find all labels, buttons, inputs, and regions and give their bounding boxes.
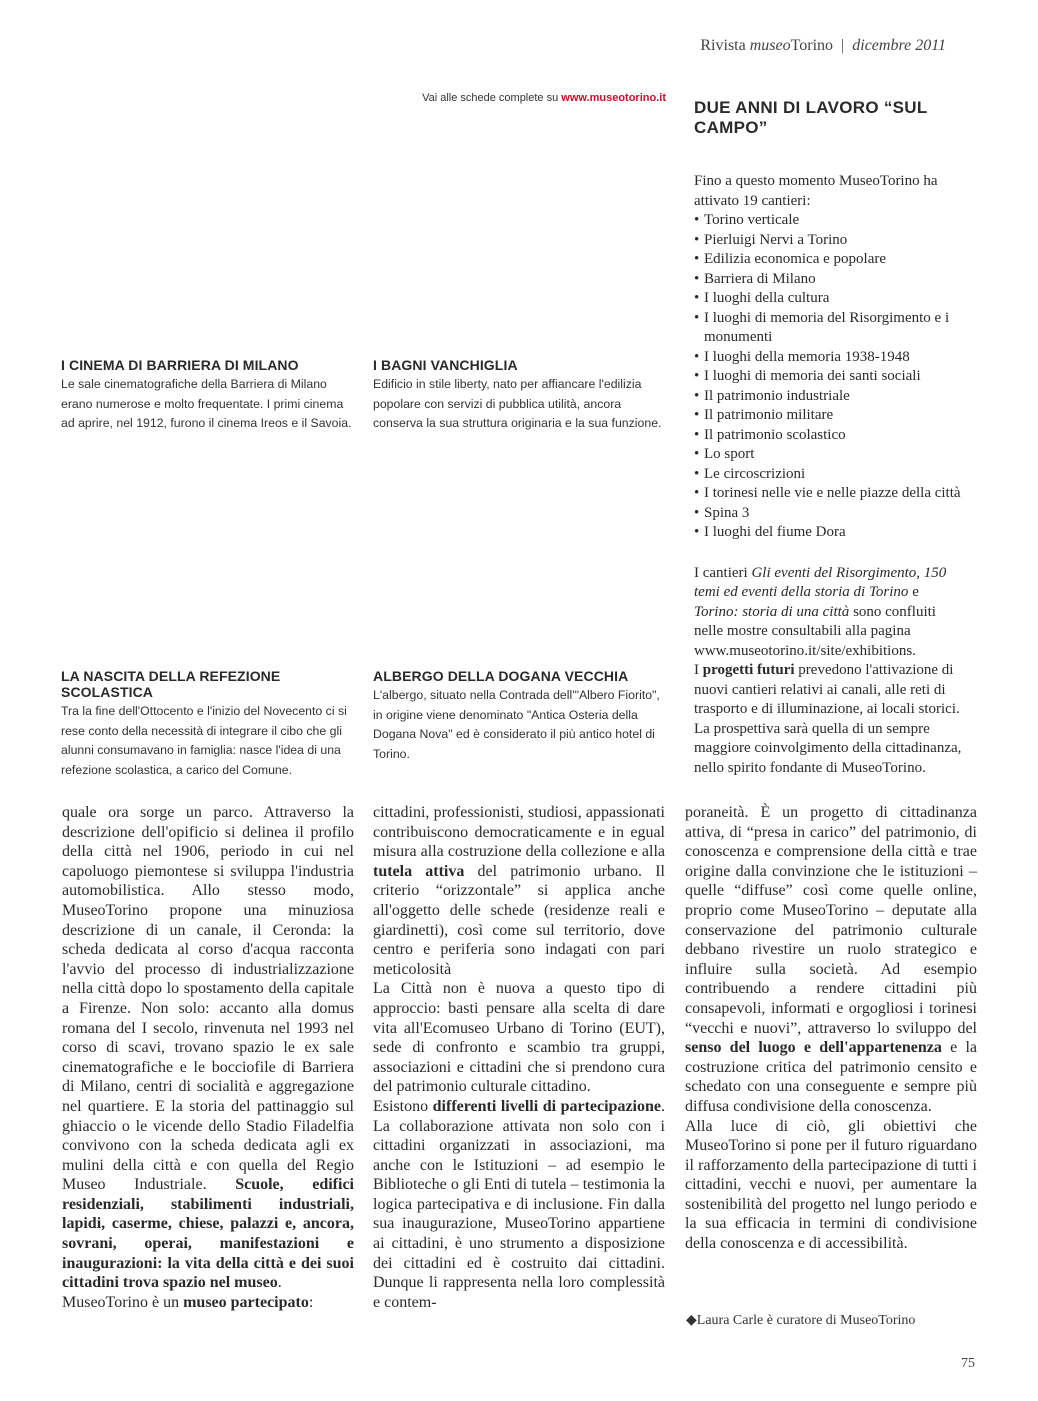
caption-title: ALBERGO DELLA DOGANA VECCHIA [373, 668, 629, 684]
list-item: • Il patrimonio militare [694, 406, 964, 426]
body-column-3 [685, 803, 977, 1254]
list-item: • Edilizia economica e popolare [694, 250, 964, 270]
list-item: • Lo sport [694, 445, 964, 465]
caption-title: LA NASCITA DELLA REFEZIONE SCOLASTICA [61, 668, 281, 700]
paragraph [373, 1097, 665, 1313]
caption-refezione [61, 668, 353, 781]
body-bold: Scuole, edifici residenziali, stabilimenti industriali, lapidi, caserme, chiese, palazzi e, ancora, sovrani, operai, manifestazioni e inaugurazioni: la vita della città e dei suoi cittadini trova spazio nel museo [62, 1176, 354, 1292]
brand-italic: museo [749, 37, 791, 54]
caption-bagni [373, 357, 665, 434]
museotorino-link[interactable]: www.museotorino.it [561, 92, 666, 104]
list-item: • I luoghi della memoria 1938-1948 [694, 348, 964, 368]
outro-text: e [908, 584, 919, 600]
sidebar-title: DUE ANNI DI LAVORO “SUL CAMPO” [694, 98, 928, 137]
paragraph [373, 803, 665, 979]
author-note: ◆Laura Carle è curatore di MuseoTorino [686, 1313, 916, 1328]
caption-title: I BAGNI VANCHIGLIA [373, 357, 518, 373]
caption-text: Le sale cinematografiche della Barriera di Milano erano numerose e molto frequentate. I primi cinema ad aprire, nel 1912, furono il cinema Ireos e il Savoia. [61, 377, 352, 431]
list-item: • Il patrimonio industriale [694, 387, 964, 407]
future-bold: progetti futuri [702, 662, 795, 678]
list-item: • Barriera di Milano [694, 270, 964, 290]
list-item: • Spina 3 [694, 504, 964, 524]
cantieri-list [694, 211, 964, 543]
list-item: • Pierluigi Nervi a Torino [694, 231, 964, 251]
paragraph [62, 803, 354, 1293]
paragraph: La Città non è nuova a questo tipo di approccio: basti pensare alla scelta di dare vita all'Ecomuseo Urbano di Torino (EUT), sede di confronto e scambio tra gruppi, associazioni e cittadini che si prendono cura del patrimonio culturale cittadino. [373, 980, 665, 1096]
paragraph: Alla luce di ciò, gli obiettivi che MuseoTorino si pone per il futuro riguardano il rafforzamento della partecipazione di tutti i cittadini, vecchi e nuovi, per aumentare la sostenibilità del progetto nel lungo periodo e la sua efficacia in termini di condivisione della conoscenza e di accessibilità. [685, 1117, 977, 1253]
body-text: . [277, 1274, 282, 1292]
link-prefix: Vai alle schede complete su [422, 92, 559, 104]
list-item: • I torinesi nelle vie e nelle piazze della città [694, 484, 964, 504]
caption-dogana [373, 668, 665, 765]
list-item: • I luoghi del fiume Dora [694, 523, 964, 543]
running-header [700, 37, 946, 55]
brand-rest: Torino [790, 37, 834, 54]
sidebar-box [694, 98, 964, 778]
body-text: MuseoTorino è un [62, 1293, 184, 1311]
page-number: 75 [961, 1356, 975, 1371]
body-column-2 [373, 803, 665, 1312]
future-text: prevedono l'attivazione di nuovi cantieri relativi ai canali, alle reti di trasporto e di illuminazione, ai locali storici. La prospettiva sarà quella di un sempre maggiore coinvolgimento della cittadinanza, nello spirito fondante di MuseoTorino. [694, 662, 962, 776]
list-item: • I luoghi della cultura [694, 289, 964, 309]
list-item: • I luoghi di memoria del Risorgimento e i monumenti [694, 309, 964, 348]
list-item: • Torino verticale [694, 211, 964, 231]
body-column-1 [62, 803, 354, 1312]
body-bold: senso del luogo e dell'appartenenza [685, 1039, 942, 1057]
body-text: poraneità. È un progetto di cittadinanza attiva, di “presa in carico” del patrimonio, di conoscenza e comprensione della città e trae origine dalla convinzione che le istituzioni – quelle “diffuse” così come quelle online, proprio come MuseoTorino – deputate alla conservazione del patrimonio culturale debbano rivestire un ruolo strategico e influire sulla società. Ad esempio contribuendo a rendere cittadini più consapevoli, informati e orgogliosi i torinesi “vecchi e nuovi”, attraverso lo sviluppo del [685, 804, 977, 1037]
future-text: I [694, 662, 703, 678]
sidebar-outro [694, 564, 964, 662]
body-bold: differenti livelli di partecipazione [432, 1097, 661, 1115]
magazine-label: Rivista [700, 37, 746, 54]
sidebar-intro: Fino a questo momento MuseoTorino ha attivato 19 cantieri: [694, 173, 938, 209]
body-text: quale ora sorge un parco. Attraverso la descrizione dell'opificio si delinea il profilo della città nel 1906, periodo in cui nel capoluogo piemontese si sviluppa l'industria automobilistica. Allo stesso modo, MuseoTorino propone una minuziosa descrizione di un canale, il Ceronda: la scheda dedicata al corso d'acqua racconta l'avvio del processo di industrializzazione nella città dopo lo spostamento della capitale a Firenze. Non solo: accanto alla domus romana del I secolo, rinvenuta nel 1993 nel corso di scavi, trovano spazio le ex sale cinematografiche e le bocciofile di Barriera di Milano, centri di socialità e aggregazione nel quartiere. E la storia del pattinaggio sul ghiaccio o le vicende dello Stadio Filadelfia convivono con la scheda dedicata agli ex mulini della città e con quella del Regio Museo Industriale. [62, 804, 354, 1194]
outro-text: I cantieri [694, 564, 752, 581]
body-text: Esistono [373, 1097, 433, 1115]
body-bold: tutela attiva [373, 862, 465, 880]
sidebar-future [694, 661, 964, 778]
outro-text: sono confluiti nelle mostre consultabili alla pagina www.museotorino.it/site/exhibitions. [694, 603, 936, 659]
body-text: del patrimonio urbano. Il criterio “orizzontale” si applica anche all'oggetto delle schede (residenze reali e giardinetti), così come sul territorio, dove centro e periferia sono indagati con pari meticolosità [373, 862, 665, 978]
caption-text: Tra la fine dell'Ottocento e l'inizio del Novecento ci si rese conto della necessità di integrare il cibo che gli alunni consumavano in famiglia: nasce l'idea di una refezione scolastica, a carico del Comune. [61, 704, 347, 778]
issue-date: dicembre 2011 [852, 37, 946, 54]
body-text: : [308, 1293, 314, 1311]
body-bold: museo partecipato [183, 1293, 309, 1311]
outro-italic: Torino: storia di una città [694, 603, 850, 620]
caption-text: Edificio in stile liberty, nato per affiancare l'edilizia popolare con servizi di pubblica utilità, ancora conserva la sua struttura originaria e la sua funzione. [373, 377, 662, 431]
caption-text: L'albergo, situato nella Contrada dell'"Albero Fiorito", in origine viene denominato "Antica Osteria della Dogana Nova" ed è considerato il più antico hotel di Torino. [373, 688, 660, 762]
paragraph [62, 1293, 354, 1313]
list-item: • Il patrimonio scolastico [694, 426, 964, 446]
caption-cinema [61, 357, 353, 434]
outro-italic: Gli eventi del Risorgimento, 150 temi ed eventi della storia di Torino [694, 564, 947, 600]
body-text: e la costruzione critica del patrimonio censito e schedato con una conseguente e sempre più diffusa condivisione della conoscenza. [685, 1039, 977, 1115]
body-text: cittadini, professionisti, studiosi, appassionati contribuiscono democraticamente e in egual misura alla costruzione della collezione e alla [373, 804, 665, 861]
header-separator: | [841, 37, 845, 54]
list-item: • Le circoscrizioni [694, 465, 964, 485]
caption-title: I CINEMA DI BARRIERA DI MILANO [61, 357, 299, 373]
body-text: . La collaborazione attivata non solo con i cittadini organizzati in associazioni, ma anche con le Istituzioni – ad esempio le Biblioteche o gli Enti di tutela – testimonia la logica partecipativa e di inclusione. Fin dalla sua inaugurazione, MuseoTorino appartiene ai cittadini, è uno strumento a disposizione dei cittadini ed è costruito dai cittadini. Dunque li rappresenta nella loro complessità e contem- [373, 1097, 665, 1311]
schede-link-line [422, 92, 666, 104]
list-item: • I luoghi di memoria dei santi sociali [694, 367, 964, 387]
paragraph [685, 803, 977, 1117]
